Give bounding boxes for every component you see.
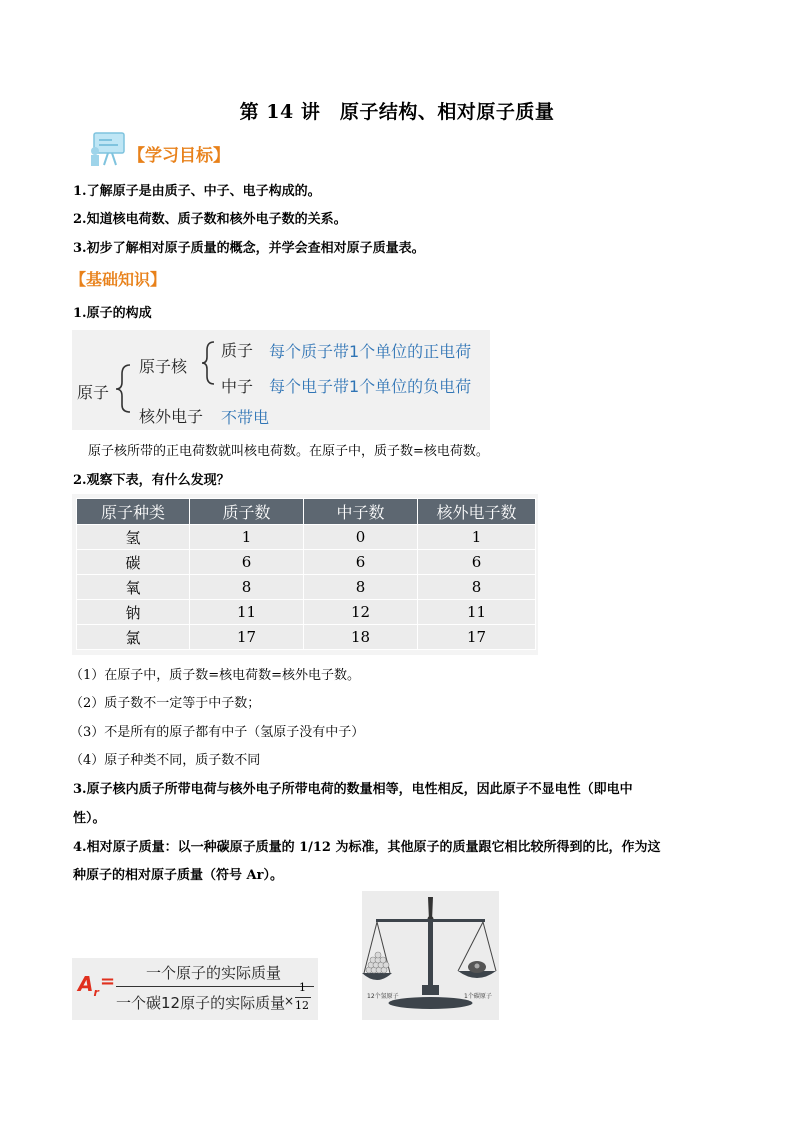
- teacher-board-icon: [88, 131, 128, 167]
- neutron-desc: 每个电子带1个单位的负电荷: [269, 377, 472, 396]
- section-3-text: 3.原子核内质子所带电荷与核外电子所带电荷的数量相等，电性相反，因此原子不显电性（即电中: [73, 782, 633, 797]
- table-cell: 11: [418, 600, 536, 625]
- table-row: [77, 550, 536, 575]
- table-cell: 8: [304, 575, 418, 600]
- fraction-bar: [116, 986, 314, 987]
- formula-frac-num: 1: [299, 981, 306, 994]
- section-4-text: 4.相对原子质量：以一种碳原子质量的 1/12 为标准，其他原子的质量跟它相比较所得到的比，作为这: [73, 840, 661, 855]
- atom-comparison-table: [76, 498, 536, 650]
- section-2-title: 2.观察下表，有什么发现？: [73, 473, 230, 488]
- formula-denominator: 一个碳12原子的实际质量: [116, 994, 286, 1012]
- relative-atomic-mass-formula: [72, 958, 318, 1020]
- section-3-text-cont: 性）。: [73, 811, 106, 826]
- table-cell: 氢: [77, 525, 190, 550]
- objective-item: 2.知道核电荷数、质子数和核外电子数的关系。: [73, 212, 347, 227]
- objective-item: 3.初步了解相对原子质量的概念，并学会查相对原子质量表。: [73, 241, 425, 256]
- proton-label: 质子: [221, 341, 254, 360]
- column-header: 核外电子数: [418, 499, 536, 525]
- atom-structure-diagram: [72, 330, 490, 430]
- formula-equals: =: [100, 971, 116, 992]
- page-title: 第 14 讲 原子结构、相对原子质量: [239, 101, 555, 123]
- table-cell: 0: [304, 525, 418, 550]
- finding-item: （2）质子数不一定等于中子数；: [70, 696, 261, 711]
- table-cell: 12: [304, 600, 418, 625]
- finding-item: （4）原子种类不同，质子数不同: [70, 753, 261, 768]
- section-1-note: 原子核所带的正电荷数就叫核电荷数。在原子中，质子数=核电荷数。: [88, 444, 489, 459]
- table-cell: 8: [190, 575, 304, 600]
- formula-frac-den: 12: [295, 999, 309, 1012]
- table-cell: 8: [418, 575, 536, 600]
- section-4-text-cont: 种原子的相对原子质量（符号 Ar）。: [73, 868, 283, 883]
- table-cell: 钠: [77, 600, 190, 625]
- table-row: [77, 575, 536, 600]
- table-row: [77, 625, 536, 650]
- objective-item: 1.了解原子是由质子、中子、电子构成的。: [73, 184, 321, 199]
- table-cell: 11: [190, 600, 304, 625]
- atom-label: 原子: [77, 383, 110, 402]
- table-cell: 碳: [77, 550, 190, 575]
- proton-desc: 每个质子带1个单位的正电荷: [269, 342, 472, 361]
- neutron-label: 中子: [221, 377, 254, 396]
- table-cell: 17: [418, 625, 536, 650]
- formula-lhs: $A_r$: [78, 972, 99, 999]
- right-pan-label: 1个碳原子: [464, 993, 492, 1000]
- balance-scale-icon: [362, 891, 499, 1020]
- column-header: 中子数: [304, 499, 418, 525]
- table-header-row: [77, 499, 536, 525]
- table-cell: 17: [190, 625, 304, 650]
- table-row: [77, 525, 536, 550]
- basics-header: 【基础知识】: [70, 270, 167, 289]
- table-cell: 氯: [77, 625, 190, 650]
- nucleus-label: 原子核: [139, 357, 188, 376]
- formula-numerator: 一个原子的实际质量: [146, 964, 282, 982]
- formula-times: ×: [284, 994, 295, 1008]
- table-cell: 氧: [77, 575, 190, 600]
- small-fraction-bar: [295, 997, 311, 998]
- table-cell: 1: [418, 525, 536, 550]
- balance-scale-illustration: [362, 891, 499, 1020]
- section-1-title: 1.原子的构成: [73, 306, 152, 321]
- column-header: 原子种类: [77, 499, 190, 525]
- left-pan-label: 12个氢原子: [367, 993, 399, 1000]
- table-cell: 6: [304, 550, 418, 575]
- table-row: [77, 600, 536, 625]
- table-cell: 6: [190, 550, 304, 575]
- finding-item: （1）在原子中，质子数=核电荷数=核外电子数。: [70, 668, 361, 683]
- table-cell: 1: [190, 525, 304, 550]
- electron-label: 核外电子: [139, 407, 204, 426]
- column-header: 质子数: [190, 499, 304, 525]
- electron-desc: 不带电: [221, 408, 270, 427]
- objectives-header: 【学习目标】: [128, 146, 230, 166]
- table-cell: 18: [304, 625, 418, 650]
- table-cell: 6: [418, 550, 536, 575]
- finding-item: （3）不是所有的原子都有中子（氢原子没有中子）: [70, 725, 365, 740]
